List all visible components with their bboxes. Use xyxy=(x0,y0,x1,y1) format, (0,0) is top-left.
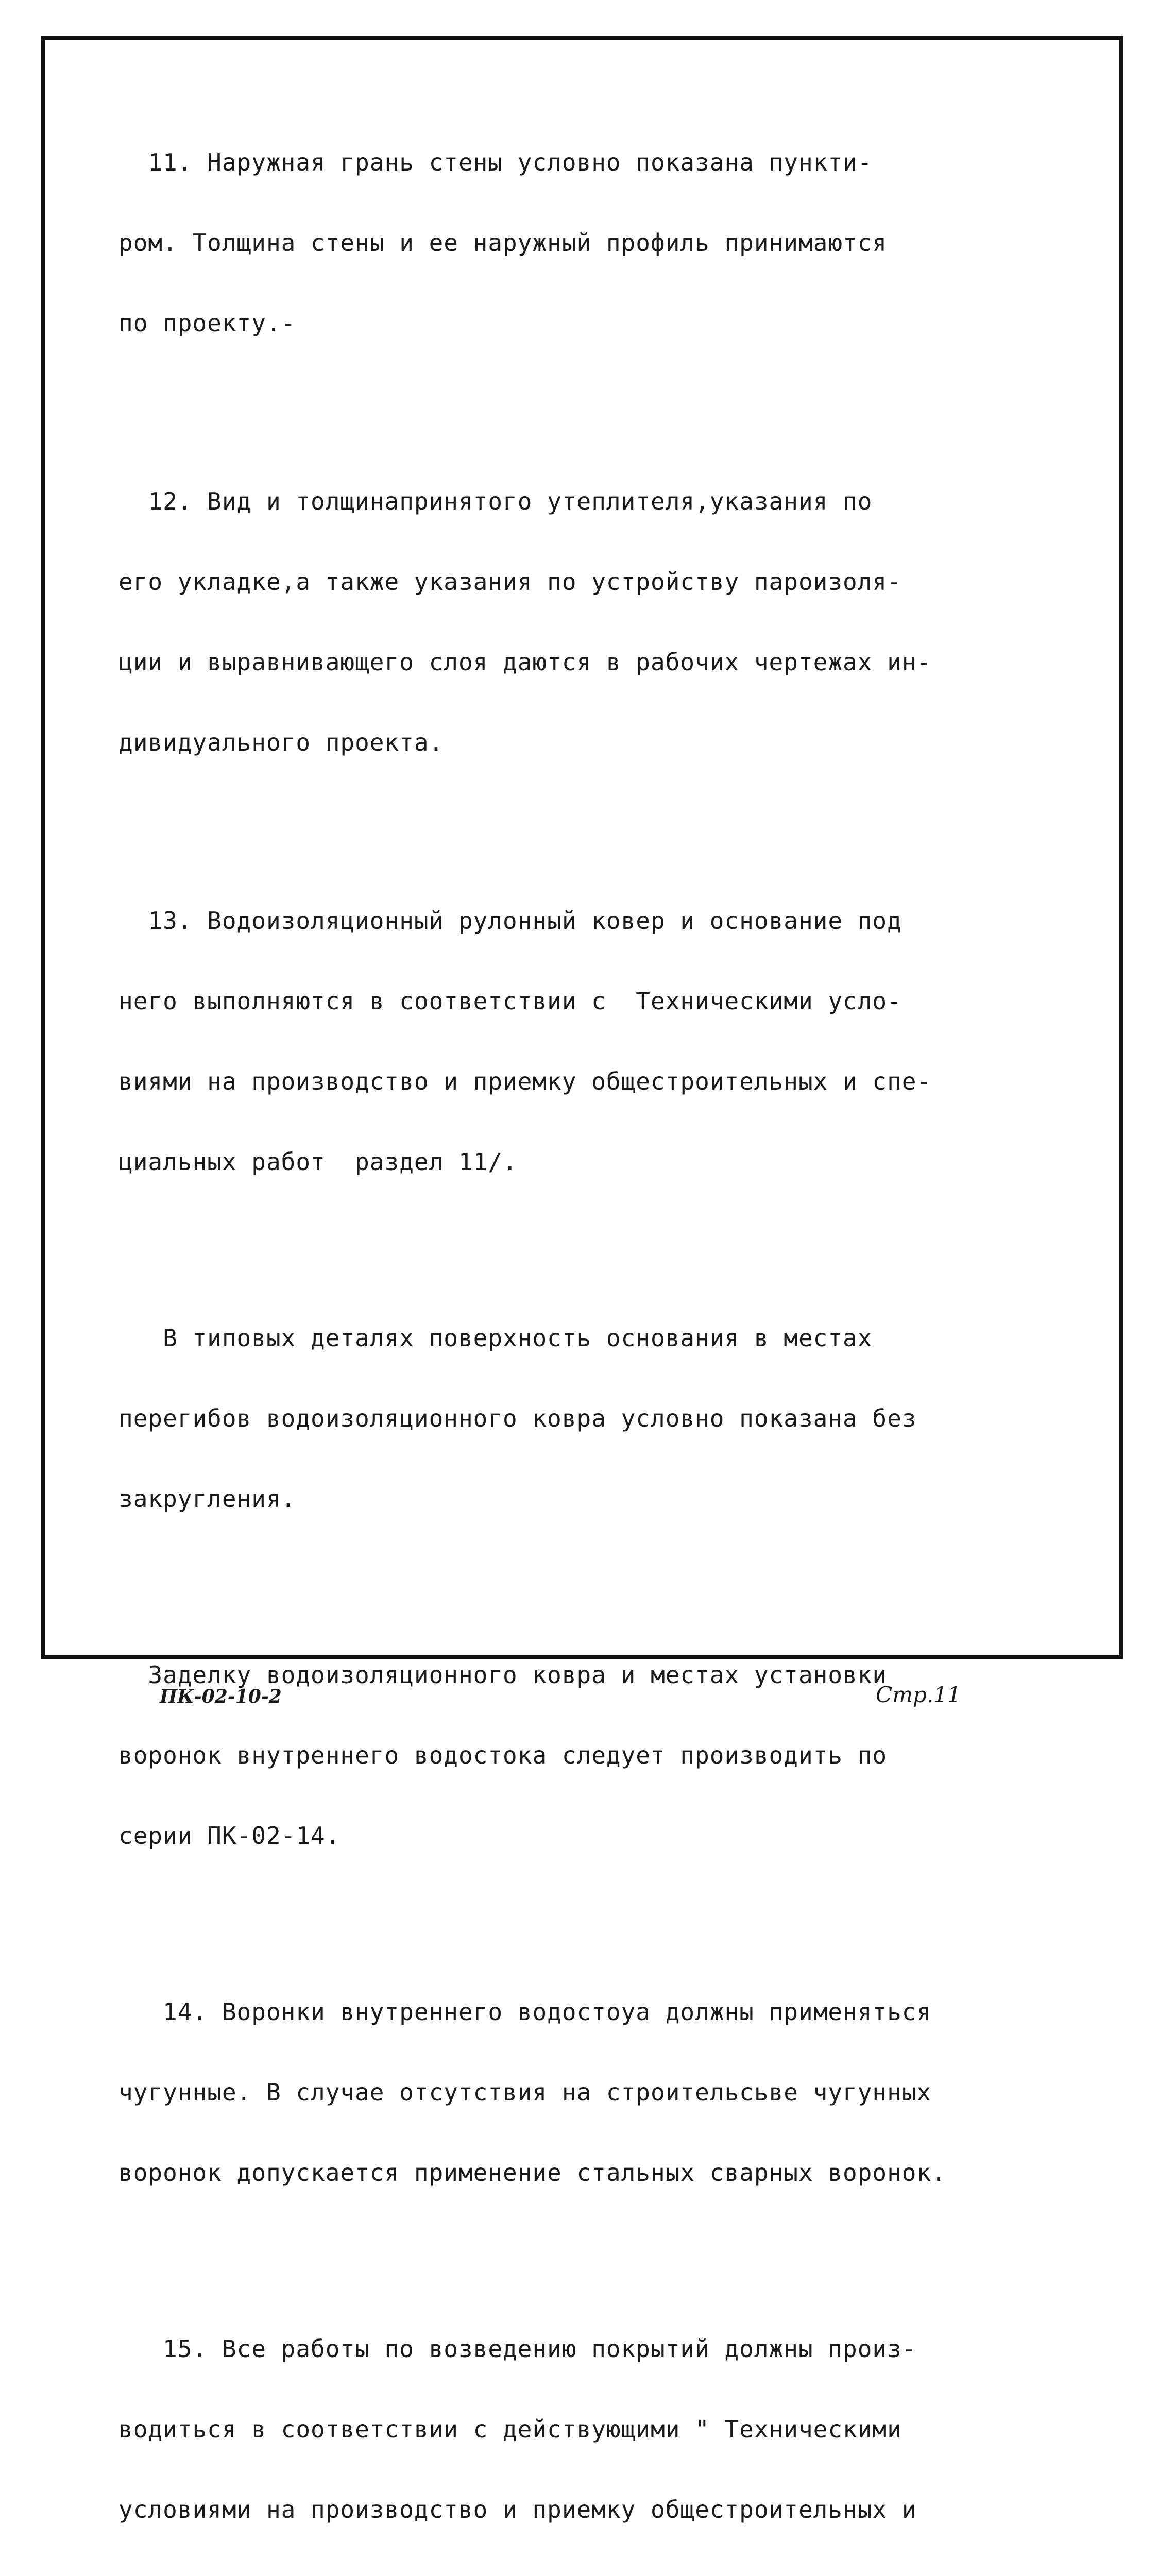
text-line: его укладке,а также указания по устройству пароизоля- xyxy=(118,568,902,596)
paragraph-13-note-b xyxy=(118,1608,1113,1903)
text-line: воронок внутреннего водостока следует производить по xyxy=(118,1741,888,1769)
paragraph-13 xyxy=(118,854,1113,1229)
text-line: водиться в соответствии с действующими " Техническими xyxy=(118,2415,902,2443)
text-line: Заделку водоизоляционного ковра и местах установки xyxy=(118,1661,888,1689)
paragraph-14 xyxy=(118,1945,1113,2240)
text-line: ции и выравнивающего слоя даются в рабочих чертежах ин- xyxy=(118,648,932,676)
paragraph-15 xyxy=(118,2282,1113,2576)
text-line: циальных работ раздел 11/. xyxy=(118,1148,518,1176)
text-line: 15. Все работы по возведению покрытий должны произ- xyxy=(118,2335,917,2363)
text-line: закругления. xyxy=(118,1485,296,1513)
text-line: В типовых деталях поверхность основания в местах xyxy=(118,1324,873,1352)
text-line: серии ПК-02-14. xyxy=(118,1822,340,1850)
text-line: по проекту.- xyxy=(118,309,296,337)
page-number: Стр.11 xyxy=(876,1682,961,1707)
text-line: чугунные. В случае отсутствия на строительсьве чугунных xyxy=(118,2078,932,2106)
text-line: 14. Воронки внутреннего водостоуа должны применяться xyxy=(118,1998,932,2026)
text-line: 12. Вид и толщинапринятого утеплителя,указания по xyxy=(118,487,873,515)
text-line: воронок допускается применение стальных сварных воронок. xyxy=(118,2159,946,2187)
text-line: него выполняются в соответствии с Техническими усло- xyxy=(118,987,902,1015)
text-line: виями на производство и приемку общестроительных и спе- xyxy=(118,1067,932,1095)
document-body xyxy=(118,95,1113,2576)
paragraph-12 xyxy=(118,434,1113,809)
text-line: дивидуального проекта. xyxy=(118,728,444,756)
text-line: 13. Водоизоляционный рулонный ковер и основание под xyxy=(118,907,902,935)
paragraph-11 xyxy=(118,95,1113,390)
text-line: ром. Толщина стены и ее наружный профиль принимаются xyxy=(118,229,888,257)
text-line: перегибов водоизоляционного ковра условно показана без xyxy=(118,1404,917,1432)
text-line: 11. Наружная грань стены условно показана пункти- xyxy=(118,148,873,176)
document-code: ПК-02-10-2 xyxy=(160,1686,282,1707)
paragraph-13-note-a xyxy=(118,1271,1113,1566)
text-line: условиями на производство и приемку общестроительных и xyxy=(118,2496,917,2523)
